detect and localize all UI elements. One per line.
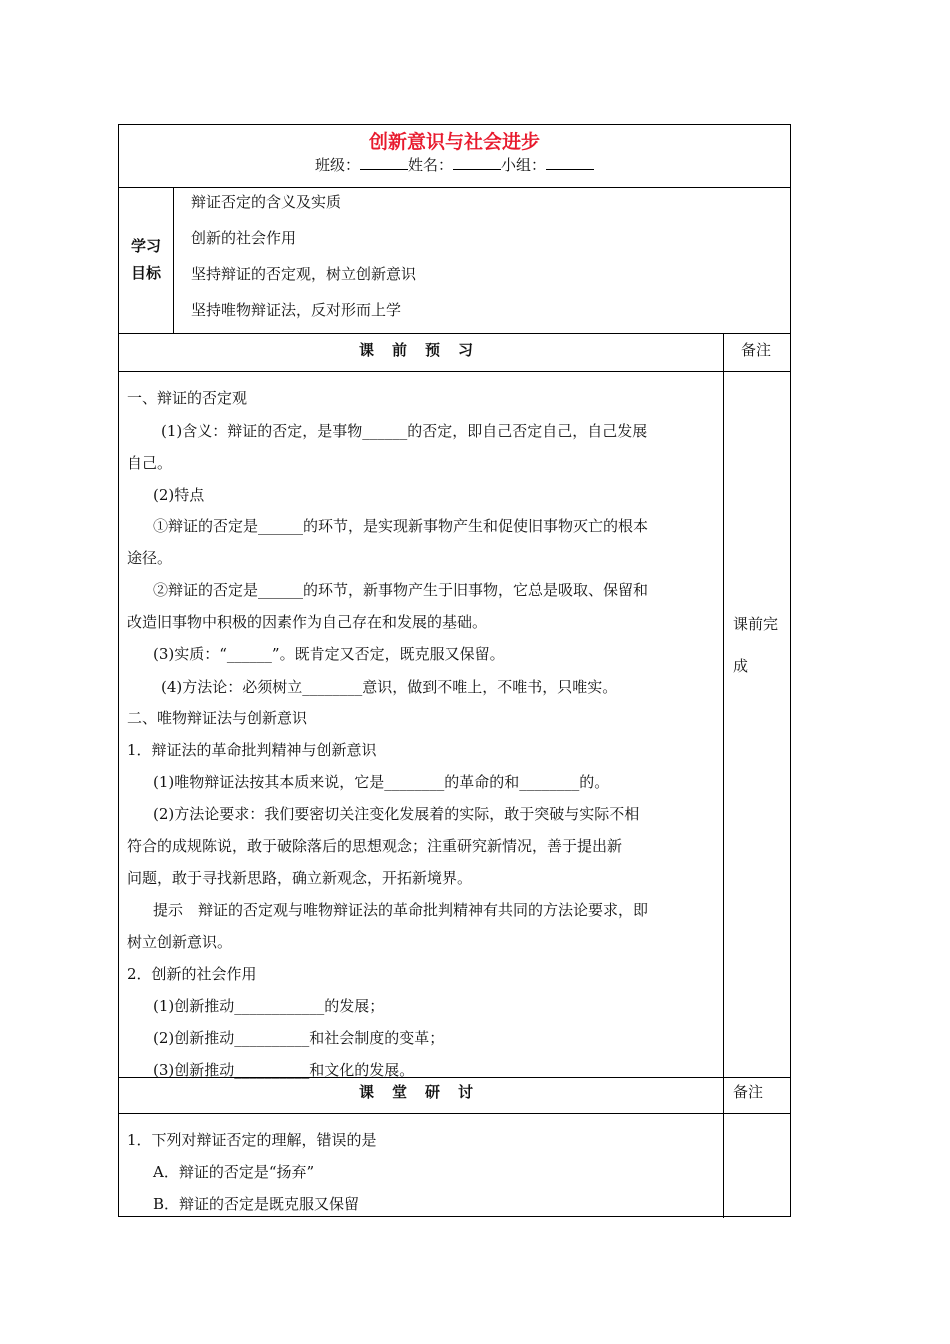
goals-label-top: 学习 (130, 237, 161, 255)
preview-line: 符合的成规陈说，敢于破除落后的思想观念；注重研究新情况，善于提出新 (127, 837, 623, 855)
goal-item: 坚持辩证的否定观，树立创新意识 (191, 265, 417, 283)
preview-heading: 课前预习 (359, 341, 492, 359)
group-label: 小组： (501, 156, 547, 174)
classroom-line: B．辩证的否定是既克服又保留 (153, 1195, 360, 1213)
classroom-notes-heading: 备注 (733, 1083, 764, 1101)
preview-note-text: 课前完 (733, 615, 779, 633)
preview-line: (1)唯物辩证法按其本质来说，它是________的革命的和________的。 (153, 773, 610, 791)
divider (119, 187, 790, 188)
classroom-heading: 课堂研讨 (359, 1083, 492, 1101)
name-label: 姓名： (407, 156, 453, 174)
preview-line: 提示 辩证的否定观与唯物辩证法的革命批判精神有共同的方法论要求，即 (153, 901, 649, 919)
preview-line: (3)实质：“______”。既肯定又否定，既克服又保留。 (153, 645, 505, 663)
goals-label-bottom: 目标 (130, 264, 161, 282)
preview-line: ①辩证的否定是______的环节，是实现新事物产生和促使旧事物灭亡的根本 (153, 517, 649, 535)
group-blank (546, 155, 594, 170)
preview-line: 二、唯物辩证法与创新意识 (127, 709, 308, 727)
goals-divider (173, 187, 174, 333)
divider (119, 371, 790, 372)
preview-line: (4)方法论：必须树立________意识，做到不唯上，不唯书，只唯实。 (161, 678, 618, 696)
worksheet-table (118, 124, 791, 1217)
preview-line: 自己。 (127, 454, 173, 472)
goal-item: 辩证否定的含义及实质 (191, 193, 342, 211)
preview-line: 2．创新的社会作用 (127, 965, 257, 983)
preview-line: 途径。 (127, 549, 173, 567)
preview-line: 树立创新意识。 (127, 933, 233, 951)
preview-line: 改造旧事物中积极的因素作为自己存在和发展的基础。 (127, 613, 488, 631)
classroom-line: A．辩证的否定是“扬弃” (153, 1163, 315, 1181)
preview-line: (2)方法论要求：我们要密切关注变化发展着的实际，敢于突破与实际不相 (153, 805, 640, 823)
notes-column-divider (723, 333, 724, 1218)
divider (119, 333, 790, 334)
preview-line: ②辩证的否定是______的环节，新事物产生于旧事物，它总是吸取、保留和 (153, 581, 649, 599)
student-info-line (119, 154, 790, 175)
preview-line: 问题，敢于寻找新思路，确立新观念，开拓新境界。 (127, 869, 473, 887)
class-label: 班级： (314, 156, 360, 174)
goal-item: 创新的社会作用 (191, 229, 297, 247)
name-blank (453, 155, 501, 170)
classroom-line: 1．下列对辩证否定的理解，错误的是 (127, 1131, 377, 1149)
preview-line: (1)含义：辩证的否定，是事物______的否定，即自己否定自己，自己发展 (161, 422, 648, 440)
preview-note-text: 成 (733, 657, 749, 675)
preview-line: (1)创新推动____________的发展； (153, 997, 385, 1015)
goal-item: 坚持唯物辩证法，反对形而上学 (191, 301, 402, 319)
preview-line: 一、辩证的否定观 (127, 389, 248, 407)
preview-line: (3)创新推动__________和文化的发展。 (153, 1061, 415, 1079)
preview-notes-heading: 备注 (741, 341, 772, 359)
page-title: 创新意识与社会进步 (368, 131, 540, 153)
class-blank (360, 155, 408, 170)
preview-line: 1．辩证法的革命批判精神与创新意识 (127, 741, 377, 759)
preview-line: (2)创新推动__________和社会制度的变革； (153, 1029, 445, 1047)
divider (119, 1077, 790, 1078)
divider (119, 1113, 790, 1114)
preview-line: (2)特点 (153, 486, 205, 504)
